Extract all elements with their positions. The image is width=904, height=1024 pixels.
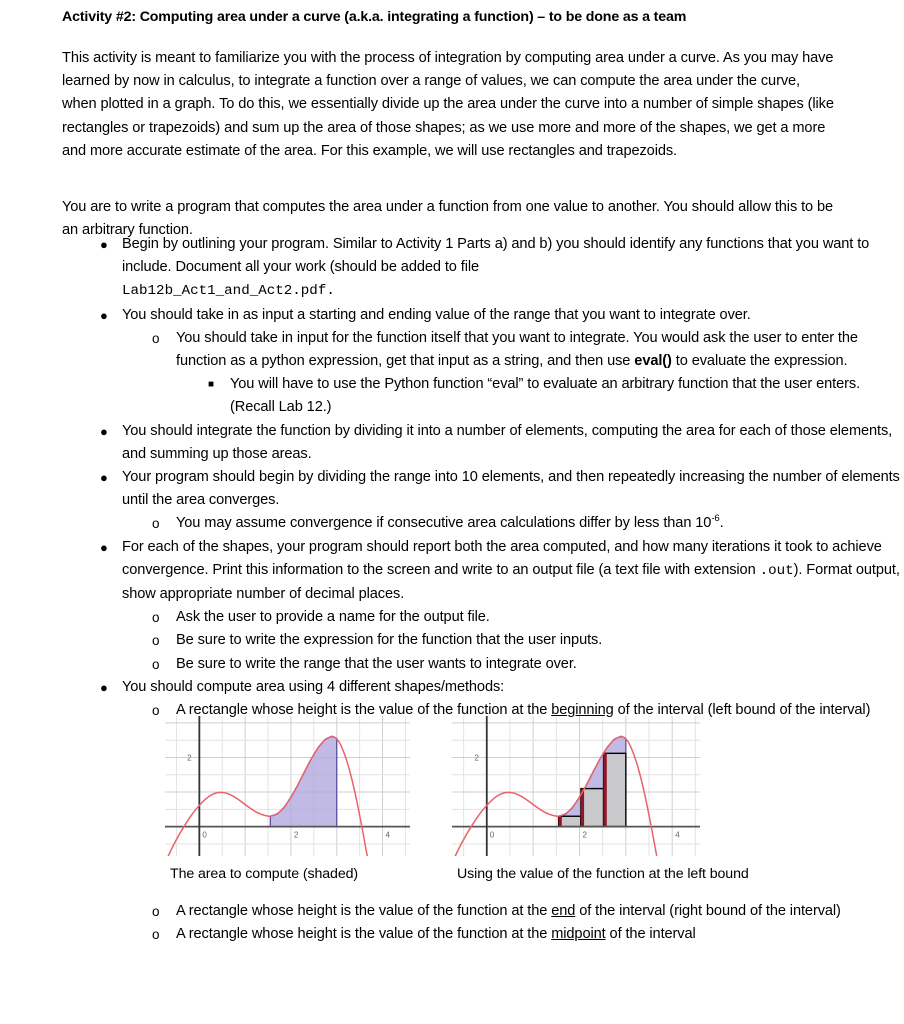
list-item — [0, 606, 904, 629]
bullet-2-sub-1-sub-1-text: You will have to use the Python function “eval” to evaluate an arbitrary function that the user enters. (Recall Lab 12.) — [230, 376, 861, 416]
bullet-5-sub-1-text: Ask the user to provide a name for the output file. — [176, 609, 490, 626]
bullet-5-text-b: ). Format output, show appropriate number of decimal places. — [122, 561, 900, 603]
bullet-6-sub-3-text-a: A rectangle whose height is the value of the function at the — [176, 926, 552, 943]
list-item — [0, 536, 904, 607]
bullet-1-filename: Lab12b_Act1_and_Act2.pdf. — [122, 283, 335, 300]
list-item — [0, 676, 904, 699]
bullet-circle-icon: o — [152, 656, 160, 672]
list-item — [0, 923, 904, 946]
svg-text:2: 2 — [187, 753, 192, 763]
bullet-disc-icon: ● — [100, 470, 108, 486]
svg-text:0: 0 — [489, 830, 495, 840]
bullet-disc-icon: ● — [100, 237, 108, 252]
chart-curve — [165, 737, 369, 856]
svg-text:2: 2 — [474, 753, 479, 763]
list-item — [0, 233, 904, 304]
bullet-disc-icon: ● — [100, 539, 108, 555]
bullet-1-text: Begin by outlining your program. Similar to Activity 1 Parts a) and b) you should identify any functions that you want to include. Document all your work (should be added to file — [122, 236, 870, 276]
task-paragraph: You are to write a program that computes the area under a function from one value to another. You should allow this to be an arbitrary function. — [62, 199, 834, 239]
bullet-6-sub-1-text-a: A rectangle whose height is the value of the function at the — [176, 702, 552, 719]
bullet-6-sub-1-text-b: of the interval (left bound of the interval) — [613, 702, 871, 719]
list-item — [0, 629, 904, 652]
list-item — [0, 466, 904, 512]
bullet-circle-icon: o — [152, 904, 160, 919]
bullet-4-text: Your program should begin by dividing the range into 10 elements, and then repeatedly increasing the number of elements until the area converges. — [122, 469, 900, 509]
svg-text:0: 0 — [202, 830, 207, 840]
bullet-circle-icon: o — [152, 633, 160, 649]
requirements-list — [0, 233, 904, 722]
bullet-circle-icon: o — [152, 703, 160, 719]
intro-paragraph: This activity is meant to familiarize you with the process of integration by computing area under a curve. As you may have learned by now in calculus, to integrate a function over a range of values, we can compute the area under the curve, when plotted in a graph. To do this, we essentially divide up the area under the curve into a number of simple shapes (like rectangles or trapezoids) and sum up the area of those shapes; as we use more and more of the shapes, we get a more and more accurate estimate of the area. For this example, we will use rectangles and trapezoids. — [62, 50, 834, 159]
figure-caption-right: Using the value of the function at the left bound — [457, 866, 749, 882]
svg-text:2: 2 — [293, 830, 299, 840]
bullet-5-sub-2-text: Be sure to write the expression for the function that the user inputs. — [176, 632, 603, 649]
bullet-5-text-a: For each of the shapes, your program should report both the area computed, and how many iterations it took to achieve convergence. Print this information to the screen and write to an output file (a text file with extension — [122, 538, 882, 578]
svg-text:2: 2 — [582, 830, 587, 840]
bullet-5-sub-3-text: Be sure to write the range that the user wants to integrate over. — [176, 655, 577, 672]
bullet-circle-icon: o — [152, 516, 160, 532]
midpoint-emphasis: midpoint — [551, 926, 606, 943]
bullet-6-sub-2-text-b: of the interval (right bound of the interval) — [575, 903, 841, 919]
bullet-2-sub-1-text-b: to evaluate the expression. — [671, 353, 848, 370]
list-item — [0, 900, 904, 923]
bullet-disc-icon: ● — [100, 679, 108, 695]
bullet-6-sub-3-text-b: of the interval — [605, 926, 696, 943]
requirements-list-continued — [0, 900, 904, 946]
list-item — [0, 512, 904, 535]
list-item — [0, 373, 904, 419]
bullet-disc-icon: ● — [100, 423, 108, 439]
chart-shaded-area — [270, 736, 336, 826]
figure-left-bound-rectangles — [452, 716, 700, 856]
chart-rectangles — [559, 753, 626, 826]
chart-left-bound-rectangles — [452, 716, 700, 856]
end-emphasis: end — [551, 903, 576, 919]
list-item — [0, 304, 904, 327]
list-item — [0, 420, 904, 466]
bullet-6-text: You should compute area using 4 different shapes/methods: — [122, 678, 505, 695]
page-title: Activity #2: Computing area under a curve (a.k.a. integrating a function) – to be done as a team — [62, 9, 687, 25]
chart-area-to-compute — [165, 716, 410, 856]
bullet-2-text: You should take in as input a starting and ending value of the range that you want to integrate over. — [122, 306, 751, 323]
svg-text:4: 4 — [675, 830, 680, 840]
chart-curve — [452, 737, 658, 856]
bullet-3-text: You should integrate the function by dividing it into a number of elements, computing the area for each of those elements, and summing up those areas. — [122, 422, 893, 462]
beginning-emphasis: beginning — [551, 702, 614, 719]
bullet-square-icon: ■ — [208, 379, 214, 391]
figure-area-to-compute — [165, 716, 410, 856]
bullet-circle-icon: o — [152, 927, 160, 943]
tolerance-exponent: -6 — [711, 513, 720, 525]
bullet-6-sub-2-text-a: A rectangle whose height is the value of the function at the — [176, 903, 552, 919]
figure-caption-left: The area to compute (shaded) — [170, 866, 359, 882]
out-extension: .out — [759, 562, 794, 579]
bullet-2-sub-1-text-a: You should take in input for the function itself that you want to integrate. You would ask the user to enter the function as a python expression, get that input as a string, and then use — [176, 329, 858, 370]
svg-text:4: 4 — [385, 830, 390, 840]
bullet-circle-icon: o — [152, 330, 160, 346]
list-item — [0, 653, 904, 676]
bullet-circle-icon: o — [152, 610, 160, 626]
bullet-disc-icon: ● — [100, 307, 108, 323]
list-item — [0, 327, 904, 373]
eval-function-emphasis: eval() — [634, 353, 672, 370]
bullet-4-sub-1-text-b: . — [719, 515, 724, 532]
figures-row — [0, 716, 904, 881]
bullet-4-sub-1-text-a: You may assume convergence if consecutive area calculations differ by less than 10 — [176, 515, 712, 532]
